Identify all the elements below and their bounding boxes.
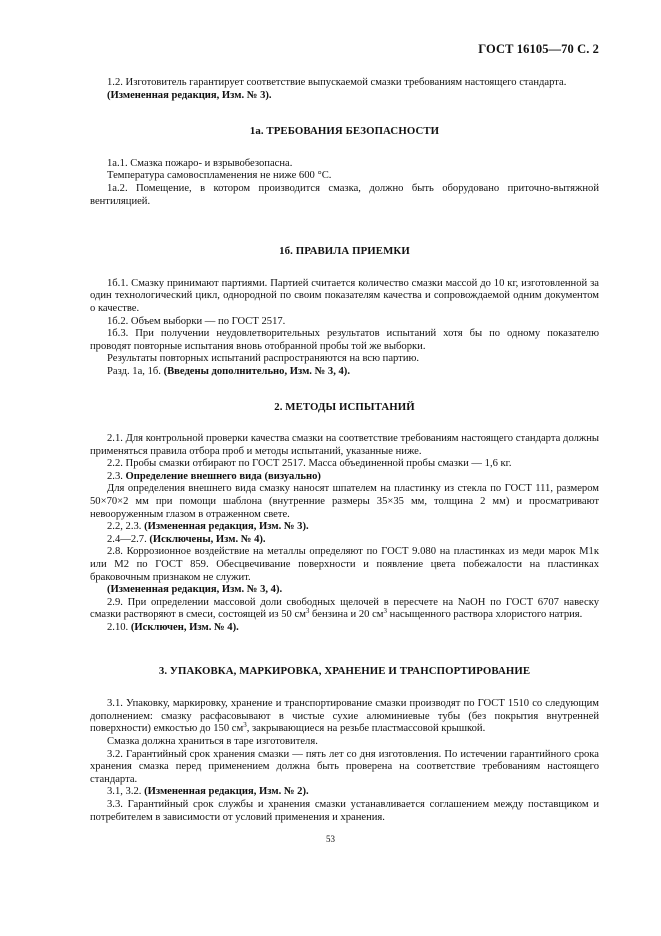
- note-3-1-3-2: [90, 786, 599, 799]
- note-2-2-2-3: [90, 521, 599, 534]
- section-2-title: 2. МЕТОДЫ ИСПЫТАНИЙ: [274, 400, 415, 413]
- note-2-10-text: (Исключен, Изм. № 4).: [130, 622, 239, 633]
- paragraph-1a-1: 1а.1. Смазка пожаро- и взрывобезопасна.: [107, 157, 293, 169]
- note-1-2: [90, 90, 599, 103]
- razd-label: Разд. 1а, 1б.: [107, 365, 164, 377]
- note-2-10-number: 2.10.: [107, 622, 131, 633]
- paragraph-3-1-part-b: , закрывающиеся на резьбе пластмассовой крышкой.: [246, 723, 486, 735]
- note-3-1-3-2-text: (Измененная редакция, Изм. № 2).: [144, 786, 309, 798]
- note-2-8-text: (Измененная редакция, Изм. № 3, 4).: [107, 584, 283, 596]
- page-number: 53: [326, 834, 335, 844]
- superscript-3-b: 3: [383, 607, 388, 616]
- page-content: [90, 77, 599, 824]
- note-2-10: [90, 622, 599, 635]
- paragraph-2-3-number: 2.3.: [107, 470, 126, 482]
- note-2-2-2-3-number: 2.2, 2.3.: [107, 521, 145, 533]
- section-1a-title: 1а. ТРЕБОВАНИЯ БЕЗОПАСНОСТИ: [249, 125, 440, 138]
- paragraph-1b-3: 1б.3. При получении неудовлетворительных результатов испытаний хотя бы по одному показателю проводят повторные испытания вновь отобранной пробы той же выборки.: [90, 328, 599, 352]
- paragraph-1-2: 1.2. Изготовитель гарантирует соответствие выпускаемой смазки требованиям настоящего стандарта.: [107, 77, 567, 88]
- paragraph-2-9: [90, 597, 599, 622]
- paragraph-3-3: 3.3. Гарантийный срок службы и хранения смазки устанавливается соглашением между поставщиком и потребителем в зависимости от условий применения и хранения.: [90, 798, 599, 823]
- note-3-1-3-2-number: 3.1, 3.2.: [107, 786, 145, 798]
- paragraph-3-1-part-a: 3.1. Упаковку, маркировку, хранение и транспортирование смазки производят по ГОСТ 1510 со следующим дополнением: смазку расфасовывают в чистые сухие алюминиевые тубы (без покрытия внутренней поверхности) емкостью до 150 см: [90, 698, 599, 735]
- note-1-2-text: (Измененная редакция, Изм. № 3).: [107, 89, 272, 101]
- paragraph-2-3-heading: Определение внешнего вида (визуально): [125, 470, 321, 482]
- superscript-3-c: 3: [243, 721, 247, 730]
- paragraph-1a-2: 1а.2. Помещение, в котором производится смазка, должно быть оборудовано приточно-вытяжной вентиляцией.: [90, 182, 599, 207]
- paragraph-2-9-part-a: 2.9. При определении массовой доли свободных щелочей в пересчете на NaOH по ГОСТ 6707 навеску смазки растворяют в смеси, состоящей из 50 см: [90, 596, 599, 621]
- paragraph-2-3-text: Для определения внешнего вида смазку наносят шпателем на пластинку из стекла по ГОСТ 111, размером 50×70×2 мм при помощи шаблона (внутренние размеры 35×35 мм, толщина 2 мм) и просматривают невооруженным глазом в отраженном свете.: [90, 483, 599, 520]
- paragraph-razd: [90, 366, 599, 379]
- paragraph-3-1-storage: Смазка должна храниться в таре изготовителя.: [107, 735, 318, 747]
- razd-note: (Введены дополнительно, Изм. № 3, 4).: [163, 365, 350, 377]
- page-header: ГОСТ 16105—70 С. 2: [478, 42, 599, 56]
- section-1b-title: 1б. ПРАВИЛА ПРИЕМКИ: [279, 245, 410, 258]
- paragraph-2-1: 2.1. Для контрольной проверки качества смазки на соответствие требованиям настоящего стандарта должны применяться правила отбора проб и методы испытаний, указанные ниже.: [90, 433, 599, 457]
- note-2-8: [90, 584, 599, 597]
- note-2-2-2-3-text: (Измененная редакция, Изм. № 3).: [144, 521, 309, 533]
- paragraph-1a-1-temperature: Температура самовоспламенения не ниже 600 °С.: [107, 170, 332, 182]
- paragraph-3-2: 3.2. Гарантийный срок хранения смазки — пять лет со дня изготовления. По истечении гарантийного срока хранения смазка перед применением должна быть проверена на соответствие требованиям настоящего стандарта.: [90, 748, 599, 785]
- section-3-title: 3. УПАКОВКА, МАРКИРОВКА, ХРАНЕНИЕ И ТРАНСПОРТИРОВАНИЕ: [158, 664, 531, 677]
- paragraph-2-2: 2.2. Пробы смазки отбирают по ГОСТ 2517. Масса объединенной пробы смазки — 1,6 кг.: [107, 458, 512, 470]
- paragraph-1b-3-results: Результаты повторных испытаний распространяются на всю партию.: [107, 353, 420, 365]
- note-2-4-2-7-number: 2.4—2.7.: [107, 533, 150, 545]
- paragraph-1b-1: 1б.1. Смазку принимают партиями. Партией считается количество смазки массой до 10 кг, изготовленной за один технологический цикл, однородной по своим показателям качества и сопровождаемой одним документом о качестве.: [90, 277, 599, 314]
- paragraph-2-9-part-c: насыщенного раствора хлористого натрия.: [387, 609, 583, 621]
- note-2-4-2-7: [90, 534, 599, 547]
- superscript-3-a: 3: [305, 607, 310, 616]
- paragraph-2-3: [90, 471, 599, 484]
- paragraph-2-9-part-b: бензина и 20 см: [309, 609, 384, 621]
- note-2-4-2-7-text: (Исключены, Изм. № 4).: [149, 533, 266, 545]
- paragraph-2-8: 2.8. Коррозионное воздействие на металлы определяют по ГОСТ 9.080 на пластинках из меди марок М1к или М2 по ГОСТ 859. Обесцвечивание поверхности и появление цвета побежалости на пластинках браковочным признаком не служит.: [90, 546, 599, 583]
- paragraph-1b-2: 1б.2. Объем выборки — по ГОСТ 2517.: [107, 315, 286, 327]
- paragraph-3-1: [90, 698, 599, 736]
